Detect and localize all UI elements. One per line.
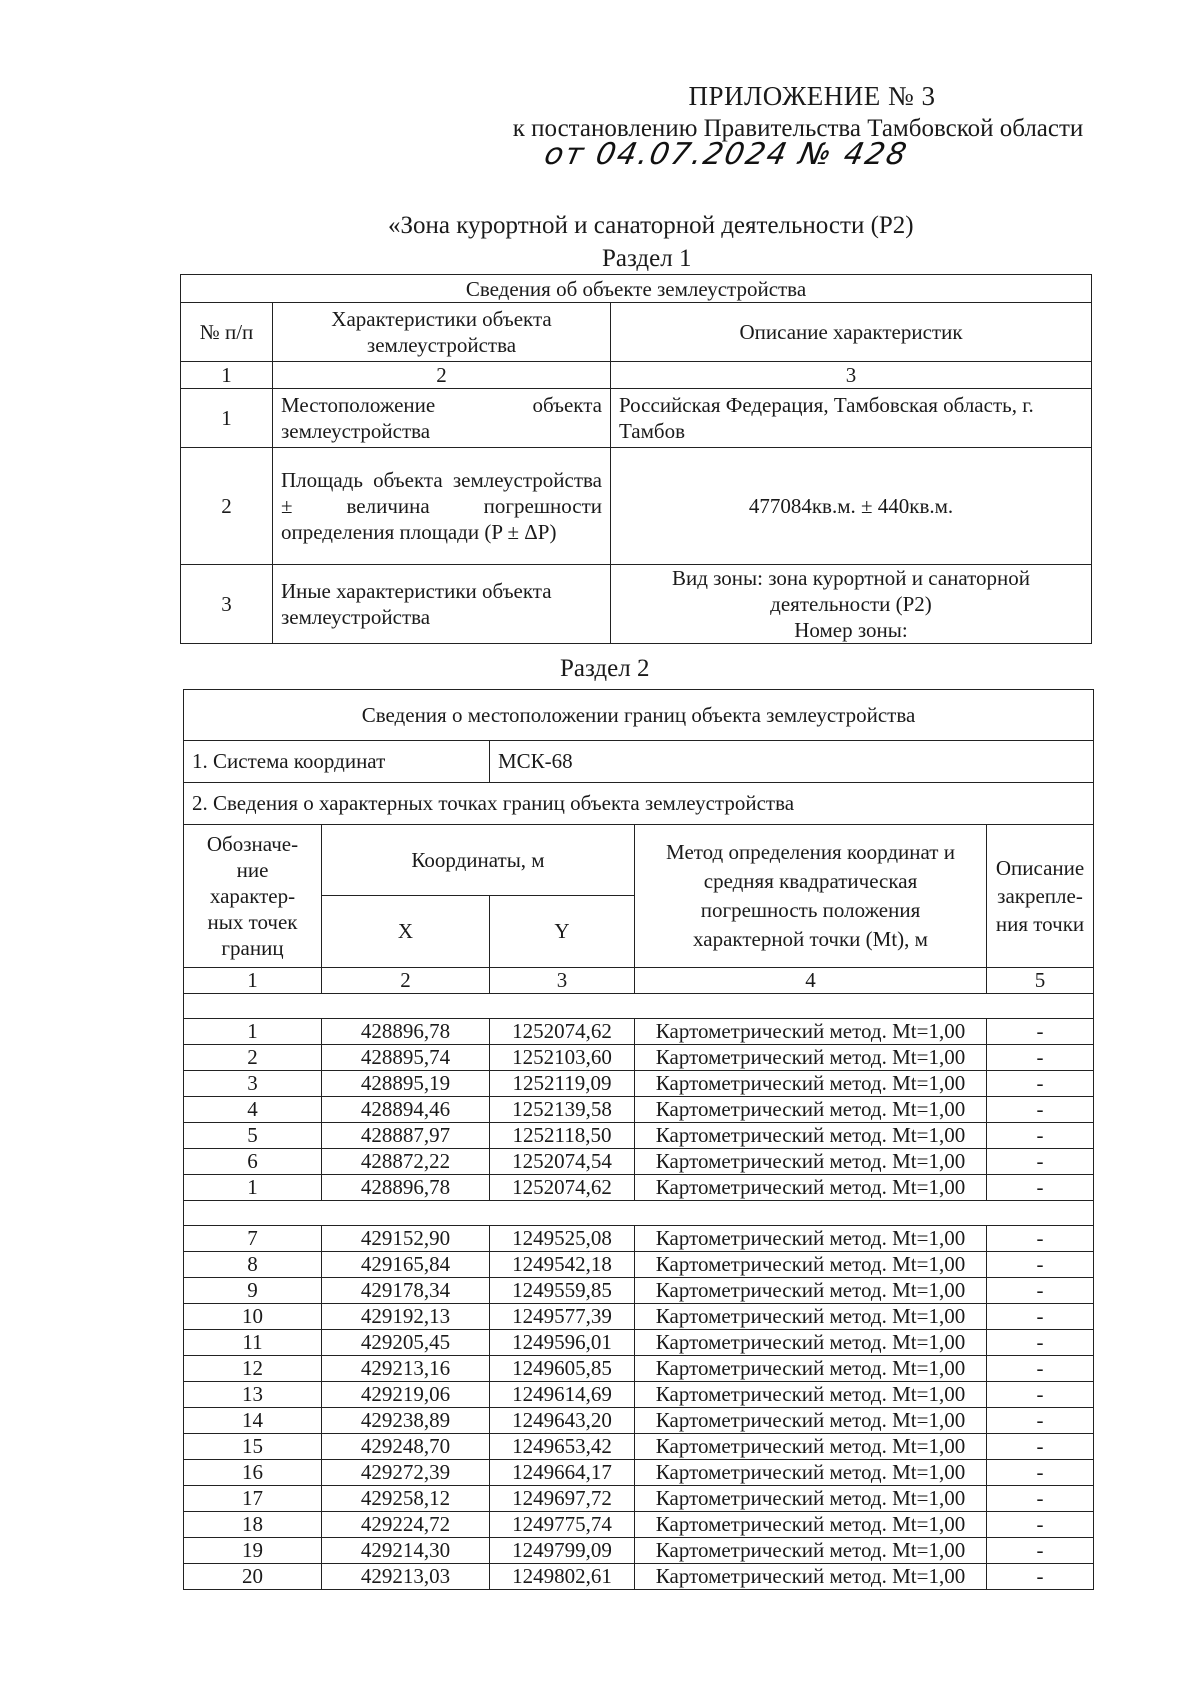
point-description: - [987,1149,1094,1175]
row-description: 477084кв.м. ± 440кв.м. [611,448,1092,565]
method-cell: Картометрический метод. Mt=1,00 [635,1538,987,1564]
table-row [184,1175,1094,1201]
coord-x: 428894,46 [322,1097,490,1123]
section1-title: Раздел 1 [602,245,692,272]
point-number: 3 [184,1071,322,1097]
method-cell: Картометрический метод. Mt=1,00 [635,1123,987,1149]
table-row [184,1408,1094,1434]
point-number: 8 [184,1252,322,1278]
coord-x: 429165,84 [322,1252,490,1278]
row-number: 1 [181,389,273,448]
method-cell: Картометрический метод. Mt=1,00 [635,1434,987,1460]
coord-x: 429219,06 [322,1382,490,1408]
row-description: Российская Федерация, Тамбовская область, г. Тамбов [611,389,1092,448]
coord-x: 428895,19 [322,1071,490,1097]
col-number-4: 4 [635,968,987,994]
col-number-3: 3 [611,362,1092,389]
coord-y: 1249614,69 [490,1382,635,1408]
point-number: 14 [184,1408,322,1434]
coord-x: 428896,78 [322,1019,490,1045]
method-cell: Картометрический метод. Mt=1,00 [635,1304,987,1330]
zone-number: Номер зоны: [794,618,908,642]
point-number: 13 [184,1382,322,1408]
coord-y: 1249596,01 [490,1330,635,1356]
table-row [184,1045,1094,1071]
table-row [184,1564,1094,1590]
point-number: 2 [184,1045,322,1071]
coord-y: 1249559,85 [490,1278,635,1304]
point-description: - [987,1071,1094,1097]
point-description: - [987,1123,1094,1149]
table-row [184,1019,1094,1045]
section2-title: Раздел 2 [560,655,650,682]
coord-x: 429192,13 [322,1304,490,1330]
point-number: 5 [184,1123,322,1149]
point-description: - [987,1252,1094,1278]
header-designation: Обозначе-ние характер-ных точек границ [184,825,322,968]
coord-x: 428896,78 [322,1175,490,1201]
group-separator [184,1201,1094,1226]
point-number: 16 [184,1460,322,1486]
section2-table [183,689,1094,1590]
method-cell: Картометрический метод. Mt=1,00 [635,1175,987,1201]
coord-y: 1249697,72 [490,1486,635,1512]
method-cell: Картометрический метод. Mt=1,00 [635,1071,987,1097]
point-number: 10 [184,1304,322,1330]
coord-x: 429258,12 [322,1486,490,1512]
col-number-1: 1 [181,362,273,389]
method-cell: Картометрический метод. Mt=1,00 [635,1564,987,1590]
zone-type: Вид зоны: зона курортной и санаторной деятельности (Р2) [671,566,1031,616]
method-cell: Картометрический метод. Mt=1,00 [635,1356,987,1382]
point-description: - [987,1226,1094,1252]
point-description: - [987,1045,1094,1071]
coord-x: 428895,74 [322,1045,490,1071]
coord-y: 1252074,54 [490,1149,635,1175]
header-y: Y [490,896,635,968]
header-coordinates: Координаты, м [322,825,635,896]
table-row [184,1356,1094,1382]
table-row [184,1304,1094,1330]
section2-caption: Сведения о местоположении границ объекта землеустройства [184,690,1094,741]
coord-x: 429248,70 [322,1434,490,1460]
coord-y: 1249605,85 [490,1356,635,1382]
row-description [611,565,1092,644]
row-characteristic: Местоположение объекта землеустройства [273,389,611,448]
table-row [184,1149,1094,1175]
coord-x: 429213,03 [322,1564,490,1590]
point-description: - [987,1278,1094,1304]
method-cell: Картометрический метод. Mt=1,00 [635,1512,987,1538]
method-cell: Картометрический метод. Mt=1,00 [635,1019,987,1045]
appendix-title: ПРИЛОЖЕНИЕ № 3 [688,81,936,111]
coord-x: 429214,30 [322,1538,490,1564]
method-cell: Картометрический метод. Mt=1,00 [635,1278,987,1304]
group-separator [184,994,1094,1019]
table-row [184,1252,1094,1278]
header-point-description: Описание закрепле-ния точки [987,825,1094,968]
zone-title: «Зона курортной и санаторной деятельности (Р2) [388,212,914,239]
point-number: 1 [184,1019,322,1045]
coord-y: 1252074,62 [490,1175,635,1201]
method-cell: Картометрический метод. Mt=1,00 [635,1408,987,1434]
point-description: - [987,1382,1094,1408]
coord-y: 1249799,09 [490,1538,635,1564]
point-number: 11 [184,1330,322,1356]
point-number: 19 [184,1538,322,1564]
coord-y: 1249577,39 [490,1304,635,1330]
table-row [184,1538,1094,1564]
table-row [184,1226,1094,1252]
point-description: - [987,1304,1094,1330]
group-separator-cell [184,1201,1094,1226]
coord-x: 429224,72 [322,1512,490,1538]
section1-table [180,274,1092,644]
point-description: - [987,1512,1094,1538]
coord-y: 1252118,50 [490,1123,635,1149]
point-number: 9 [184,1278,322,1304]
coord-y: 1249653,42 [490,1434,635,1460]
point-description: - [987,1330,1094,1356]
table-row [184,1460,1094,1486]
table-row [184,1278,1094,1304]
header-description: Описание характеристик [611,303,1092,362]
header-number: № п/п [181,303,273,362]
point-description: - [987,1356,1094,1382]
method-cell: Картометрический метод. Mt=1,00 [635,1097,987,1123]
points-caption: 2. Сведения о характерных точках границ объекта землеустройства [184,783,1094,825]
point-description: - [987,1434,1094,1460]
coord-x: 429205,45 [322,1330,490,1356]
method-cell: Картометрический метод. Mt=1,00 [635,1460,987,1486]
handwritten-date-number: от 04.07.2024 № 428 [541,137,912,172]
col-number-3: 3 [490,968,635,994]
point-number: 18 [184,1512,322,1538]
coord-y: 1252074,62 [490,1019,635,1045]
table-row [184,1097,1094,1123]
table-row [184,1071,1094,1097]
table-row [184,1382,1094,1408]
point-description: - [987,1486,1094,1512]
point-number: 12 [184,1356,322,1382]
point-description: - [987,1019,1094,1045]
appendix-subtitle: к постановлению Правительства Тамбовской области [512,115,1084,142]
row-number: 3 [181,565,273,644]
row-characteristic: Площадь объекта землеустройства ± величина погрешности определения площади (P ± ΔP) [273,448,611,565]
coord-x: 428872,22 [322,1149,490,1175]
coord-y: 1252139,58 [490,1097,635,1123]
coord-x: 429213,16 [322,1356,490,1382]
point-description: - [987,1097,1094,1123]
point-number: 20 [184,1564,322,1590]
point-description: - [987,1538,1094,1564]
point-description: - [987,1175,1094,1201]
coord-system-value: МСК-68 [490,741,1094,783]
point-number: 17 [184,1486,322,1512]
method-cell: Картометрический метод. Mt=1,00 [635,1486,987,1512]
point-description: - [987,1408,1094,1434]
coord-system-label: 1. Система координат [184,741,490,783]
coord-x: 429152,90 [322,1226,490,1252]
method-cell: Картометрический метод. Mt=1,00 [635,1382,987,1408]
point-number: 1 [184,1175,322,1201]
point-number: 7 [184,1226,322,1252]
section1-caption: Сведения об объекте землеустройства [181,275,1092,303]
point-number: 6 [184,1149,322,1175]
row-number: 2 [181,448,273,565]
coord-y: 1252103,60 [490,1045,635,1071]
table-row [184,1512,1094,1538]
point-description: - [987,1460,1094,1486]
col-number-5: 5 [987,968,1094,994]
point-number: 4 [184,1097,322,1123]
method-cell: Картометрический метод. Mt=1,00 [635,1149,987,1175]
table-row [184,1486,1094,1512]
col-number-1: 1 [184,968,322,994]
coord-x: 428887,97 [322,1123,490,1149]
col-number-2: 2 [273,362,611,389]
header-method: Метод определения координат и средняя квадратическая погрешность положения характерной точки (Mt), м [635,825,987,968]
coord-y: 1249542,18 [490,1252,635,1278]
method-cell: Картометрический метод. Mt=1,00 [635,1330,987,1356]
table-row [184,1330,1094,1356]
coord-y: 1249802,61 [490,1564,635,1590]
method-cell: Картометрический метод. Mt=1,00 [635,1226,987,1252]
coord-y: 1249525,08 [490,1226,635,1252]
coord-y: 1249643,20 [490,1408,635,1434]
header-characteristics: Характеристики объекта землеустройства [273,303,611,362]
coord-x: 429272,39 [322,1460,490,1486]
coord-x: 429178,34 [322,1278,490,1304]
coord-y: 1252119,09 [490,1071,635,1097]
coord-y: 1249775,74 [490,1512,635,1538]
point-description: - [987,1564,1094,1590]
point-number: 15 [184,1434,322,1460]
coord-x: 429238,89 [322,1408,490,1434]
col-number-2: 2 [322,968,490,994]
table-row [184,1434,1094,1460]
method-cell: Картометрический метод. Mt=1,00 [635,1045,987,1071]
row-characteristic: Иные характеристики объекта землеустройства [273,565,611,644]
table-row [184,1123,1094,1149]
group-separator-cell [184,994,1094,1019]
coord-y: 1249664,17 [490,1460,635,1486]
header-x: X [322,896,490,968]
points-body [184,994,1094,1590]
method-cell: Картометрический метод. Mt=1,00 [635,1252,987,1278]
